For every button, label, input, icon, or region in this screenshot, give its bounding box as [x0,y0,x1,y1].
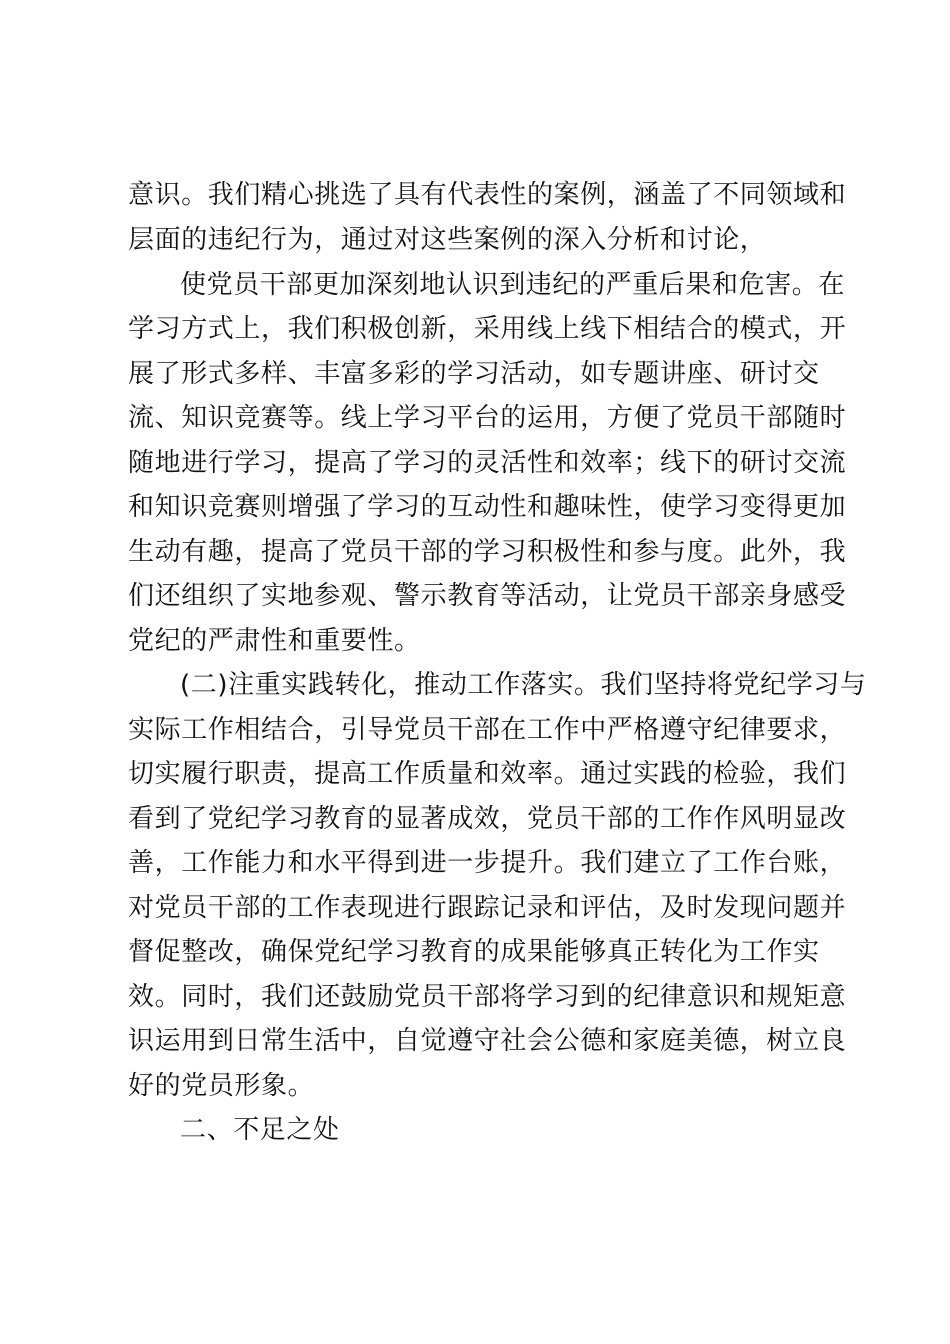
text-line: 识运用到日常生活中，自觉遵守社会公德和家庭美德，树立良 [128,1026,847,1056]
text-line: 随地进行学习，提高了学习的灵活性和效率；线下的研讨交流 [128,448,847,478]
text-line: 生动有趣，提高了党员干部的学习积极性和参与度。此外，我 [128,537,847,567]
text-line: 意识。我们精心挑选了具有代表性的案例，涵盖了不同领域和 [128,180,847,210]
text-line: 层面的违纪行为，通过对这些案例的深入分析和讨论， [128,225,767,255]
paragraph-start-line: 使党员干部更加深刻地认识到违纪的严重后果和危害。在 [180,270,846,300]
text-line: 切实履行职责，提高工作质量和效率。通过实践的检验，我们 [128,759,847,789]
section-heading: 二、不足之处 [180,1115,340,1145]
text-line: 实际工作相结合，引导党员干部在工作中严格遵守纪律要求， [128,715,847,745]
text-line: 流、知识竞赛等。线上学习平台的运用，方便了党员干部随时 [128,403,847,433]
text-line: 善，工作能力和水平得到进一步提升。我们建立了工作台账， [128,848,847,878]
text-line: 学习方式上，我们积极创新，采用线上线下相结合的模式，开 [128,314,847,344]
text-line: 展了形式多样、丰富多彩的学习活动，如专题讲座、研讨交 [128,359,820,389]
text-line: 效。同时，我们还鼓励党员干部将学习到的纪律意识和规矩意 [128,982,847,1012]
text-line: 们还组织了实地参观、警示教育等活动，让党员干部亲身感受 [128,581,847,611]
text-line: 对党员干部的工作表现进行跟踪记录和评估，及时发现问题并 [128,893,847,923]
text-line: 看到了党纪学习教育的显著成效，党员干部的工作作风明显改 [128,804,847,834]
paragraph-start-line: (二)注重实践转化，推动工作落实。我们坚持将党纪学习与 [180,670,867,700]
text-line: 和知识竞赛则增强了学习的互动性和趣味性，使学习变得更加 [128,492,847,522]
text-line: 好的党员形象。 [128,1071,315,1101]
text-line: 党纪的严肃性和重要性。 [128,626,421,656]
text-line: 督促整改，确保党纪学习教育的成果能够真正转化为工作实 [128,937,820,967]
